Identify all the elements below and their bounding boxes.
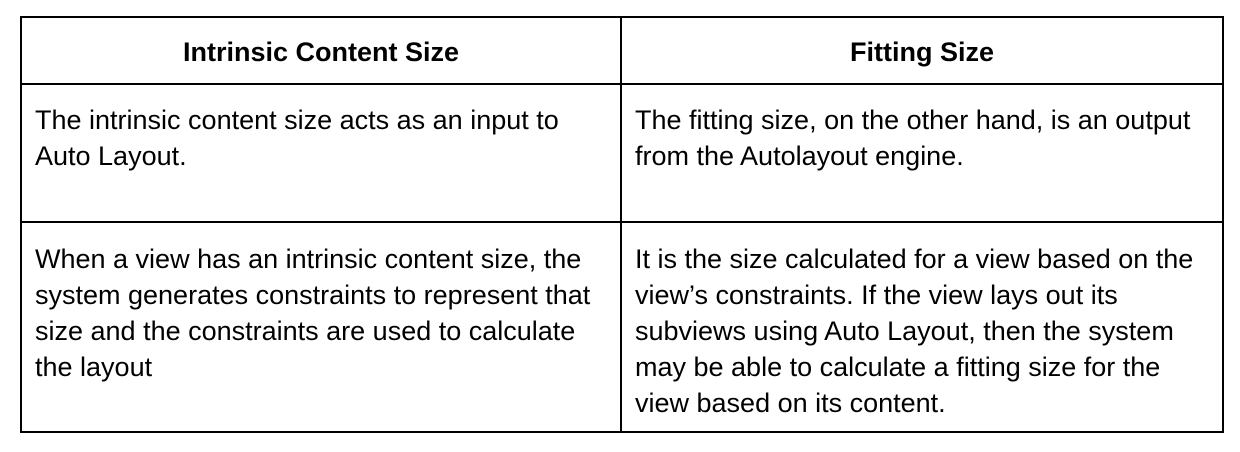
table-cell-intrinsic: When a view has an intrinsic content size, the system generates constraints to represent that size and the constraints are used to calculate the layout: [21, 222, 621, 432]
comparison-table: [20, 16, 1224, 433]
table-cell-fitting: It is the size calculated for a view based on the view’s constraints. If the view lays out its subviews using Auto Layout, then the system may be able to calculate a fitting size for the view based on its content.: [621, 222, 1223, 432]
header-intrinsic-content-size: Intrinsic Content Size: [21, 17, 621, 84]
table-cell-intrinsic: The intrinsic content size acts as an input to Auto Layout.: [21, 84, 621, 222]
table-header-row: [21, 17, 1223, 84]
header-fitting-size: Fitting Size: [621, 17, 1223, 84]
table-row: [21, 84, 1223, 222]
table-cell-fitting: The fitting size, on the other hand, is an output from the Autolayout engine.: [621, 84, 1223, 222]
table-row: [21, 222, 1223, 432]
